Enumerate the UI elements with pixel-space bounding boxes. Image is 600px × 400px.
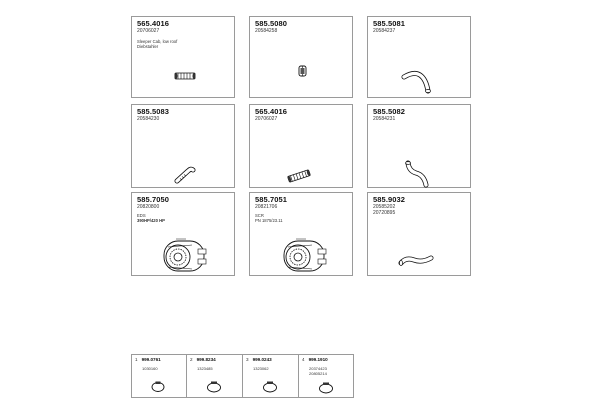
part-card-8[interactable]: [249, 192, 353, 276]
part-number: 565.4016: [255, 107, 288, 116]
accessory-index: 3: [246, 357, 249, 362]
part-number: 585.5083: [137, 107, 170, 116]
note-line: Sleeper Cab, low roof: [137, 39, 178, 44]
accessory-cell-4[interactable]: [299, 355, 353, 397]
accessory-part-number: 999.1910: [308, 357, 328, 362]
pipe-drawing-icon: [398, 251, 434, 271]
clamp-drawing-icon: [150, 381, 166, 393]
part-card-3[interactable]: [367, 16, 471, 98]
accessory-reference: 1323062: [253, 366, 269, 371]
part-card-2[interactable]: [249, 16, 353, 98]
reference-number: 20584258: [255, 28, 278, 34]
reference-number: 20821706: [255, 204, 278, 210]
pipe-drawing-icon: [402, 67, 432, 97]
accessory-cell-3[interactable]: [243, 355, 299, 397]
part-card-4[interactable]: [131, 104, 235, 188]
muffler-drawing-icon: [158, 235, 212, 275]
clamp-drawing-icon: [317, 382, 335, 394]
accessory-cell-1[interactable]: [132, 355, 187, 397]
part-card-5[interactable]: [249, 104, 353, 188]
part-card-1[interactable]: [131, 16, 235, 98]
part-number: 585.9032: [373, 195, 406, 204]
part-number: 585.7051: [255, 195, 288, 204]
reference-number-2: 20720895: [373, 210, 396, 216]
clamp-drawing-icon: [261, 381, 279, 393]
note-line: EDS: [137, 213, 146, 218]
note-line: 390HP/420 HP: [137, 218, 165, 223]
part-number: 585.5082: [373, 107, 406, 116]
note-line: SCR: [255, 213, 264, 218]
accessory-reference: 20374423: [309, 366, 327, 371]
pipe-drawing-icon: [174, 165, 196, 187]
accessory-part-number: 999.0761: [141, 357, 161, 362]
part-number: 585.5080: [255, 19, 288, 28]
accessory-reference: 1030160: [142, 366, 158, 371]
reference-number: 20585202: [373, 204, 396, 210]
reference-number: 20706027: [137, 28, 160, 34]
reference-number: 20706027: [255, 116, 278, 122]
accessory-index: 2: [190, 357, 193, 362]
accessory-part-number: 999.0243: [252, 357, 272, 362]
part-card-6[interactable]: [367, 104, 471, 188]
accessory-index: 1: [135, 357, 138, 362]
part-number: 585.7050: [137, 195, 170, 204]
reference-number: 20820800: [137, 204, 160, 210]
part-card-9[interactable]: [367, 192, 471, 276]
muffler-drawing-icon: [278, 235, 332, 275]
accessory-reference-2: 20805214: [309, 371, 327, 376]
clamp-drawing-icon: [205, 381, 223, 393]
accessory-index: 4: [302, 357, 305, 362]
flex-hose-drawing-icon: [174, 71, 196, 81]
accessory-reference: 1323485: [197, 366, 213, 371]
flex-hose-drawing-icon: [286, 169, 312, 183]
note-line: Diebstahler: [137, 44, 159, 49]
accessory-cell-2[interactable]: [187, 355, 243, 397]
reference-number: 20584237: [373, 28, 396, 34]
part-card-7[interactable]: [131, 192, 235, 276]
note-line: PN 1875/23.11: [255, 218, 283, 223]
reference-number: 20584230: [137, 116, 160, 122]
pipe-drawing-icon: [404, 159, 430, 189]
clamp-drawing-icon: [298, 65, 307, 77]
part-number: 585.5081: [373, 19, 406, 28]
accessory-strip: [131, 354, 354, 398]
reference-number: 20584231: [373, 116, 396, 122]
accessory-part-number: 999.8234: [196, 357, 216, 362]
part-number: 565.4016: [137, 19, 170, 28]
